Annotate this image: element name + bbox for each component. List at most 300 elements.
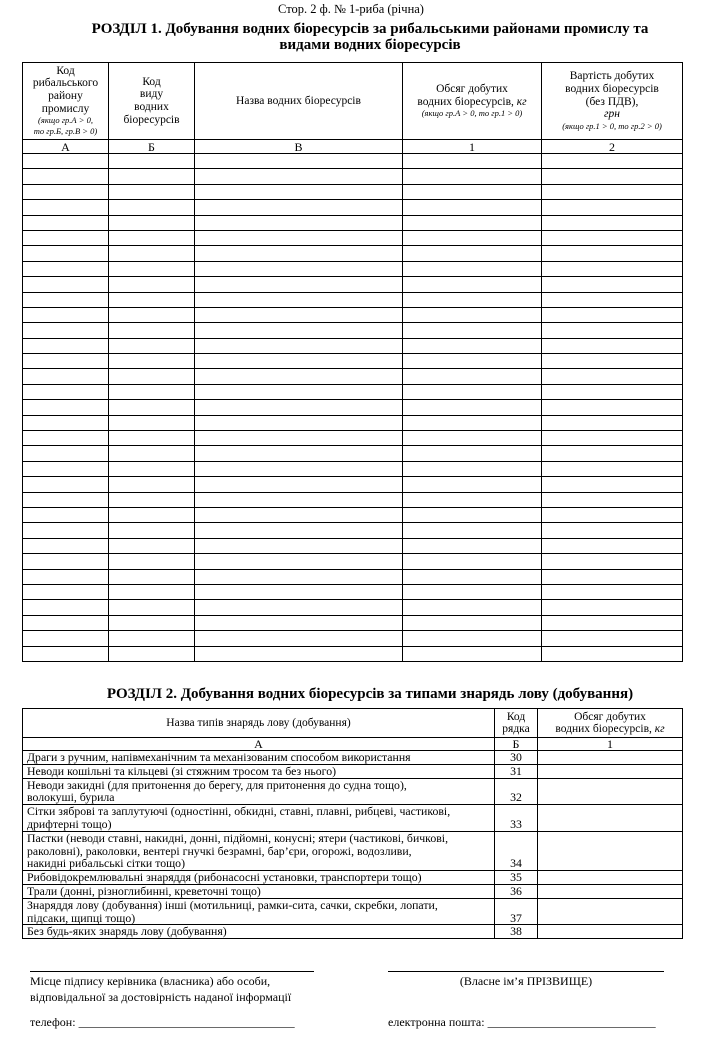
volume-input-cell[interactable] [538, 764, 683, 778]
input-cell[interactable] [23, 431, 109, 446]
gear-type-name [23, 898, 495, 925]
phone-field[interactable] [30, 1014, 295, 1030]
input-cell[interactable] [195, 523, 403, 538]
input-cell[interactable] [109, 400, 195, 415]
section2-row [23, 871, 683, 885]
header-text: промислу [41, 102, 90, 115]
gear-type-name [23, 871, 495, 885]
gear-type-name-line: Драги з ручним, напівмеханічним та механізованим способом використання [27, 750, 411, 764]
section2-row [23, 831, 683, 870]
row-code: 31 [495, 764, 538, 778]
section1-row [23, 246, 683, 261]
input-cell[interactable] [23, 600, 109, 615]
gear-type-name [23, 884, 495, 898]
section1-row [23, 600, 683, 615]
input-cell[interactable] [403, 169, 542, 184]
input-cell[interactable] [403, 230, 542, 245]
input-cell[interactable] [403, 600, 542, 615]
input-cell[interactable] [403, 538, 542, 553]
section1-row [23, 384, 683, 399]
input-cell[interactable] [403, 323, 542, 338]
unit-label: кг [516, 95, 527, 108]
section2-row [23, 751, 683, 765]
input-cell[interactable] [403, 554, 542, 569]
input-cell[interactable] [542, 554, 683, 569]
input-cell[interactable] [109, 584, 195, 599]
section1-row [23, 492, 683, 507]
gear-type-name [23, 751, 495, 765]
input-cell[interactable] [403, 492, 542, 507]
section1-title [60, 21, 680, 53]
input-cell[interactable] [542, 461, 683, 476]
row-code: 36 [495, 884, 538, 898]
input-cell[interactable] [403, 615, 542, 630]
input-cell[interactable] [542, 246, 683, 261]
input-cell[interactable] [109, 569, 195, 584]
header-resource-name: Назва водних біоресурсів [195, 63, 403, 140]
input-cell[interactable] [195, 507, 403, 522]
input-cell[interactable] [109, 384, 195, 399]
email-field[interactable] [388, 1014, 656, 1030]
input-cell[interactable] [542, 169, 683, 184]
volume-input-cell[interactable] [538, 884, 683, 898]
volume-input-cell[interactable] [538, 778, 683, 805]
input-cell[interactable] [23, 292, 109, 307]
section1-row [23, 277, 683, 292]
input-cell[interactable] [403, 338, 542, 353]
input-cell[interactable] [109, 631, 195, 646]
section1-row [23, 538, 683, 553]
input-cell[interactable] [542, 492, 683, 507]
section1-table [22, 62, 683, 662]
input-cell[interactable] [403, 354, 542, 369]
input-cell[interactable] [542, 569, 683, 584]
input-cell[interactable] [542, 507, 683, 522]
input-cell[interactable] [23, 369, 109, 384]
input-cell[interactable] [542, 538, 683, 553]
input-cell[interactable] [542, 184, 683, 199]
gear-type-name [23, 778, 495, 805]
input-cell[interactable] [403, 507, 542, 522]
header-note: (якщо гр.А > 0, то гр.1 > 0) [421, 108, 523, 119]
input-cell[interactable] [195, 307, 403, 322]
input-cell[interactable] [109, 431, 195, 446]
input-cell[interactable] [542, 400, 683, 415]
section1-row [23, 154, 683, 169]
input-cell[interactable] [542, 431, 683, 446]
input-cell[interactable] [542, 338, 683, 353]
header-text: водних біоресурсів, [417, 95, 517, 108]
input-cell[interactable] [23, 538, 109, 553]
row-code: 37 [495, 898, 538, 925]
input-cell[interactable] [195, 600, 403, 615]
input-cell[interactable] [109, 354, 195, 369]
gear-type-name-line: Знаряддя лову (добування) інші (мотильниці, рамки-сита, сачки, скребки, лопати, [27, 897, 438, 912]
section1-row [23, 477, 683, 492]
input-cell[interactable] [109, 492, 195, 507]
input-cell[interactable] [23, 277, 109, 292]
header-district-code [23, 63, 109, 140]
input-cell[interactable] [195, 169, 403, 184]
name-label: (Власне ім’я ПРІЗВИЩЕ) [459, 974, 593, 988]
section2-row [23, 764, 683, 778]
header-text: Код [506, 711, 526, 723]
gear-type-name-line: Без будь-яких знарядь лову (добування) [27, 924, 227, 939]
input-cell[interactable] [109, 461, 195, 476]
page-reference: Стор. 2 ф. № 1-риба (річна) [278, 2, 424, 16]
input-cell[interactable] [542, 292, 683, 307]
input-cell[interactable] [542, 523, 683, 538]
input-cell[interactable] [195, 338, 403, 353]
input-cell[interactable] [195, 261, 403, 276]
gear-type-name [23, 831, 495, 870]
input-cell[interactable] [23, 477, 109, 492]
input-cell[interactable] [403, 215, 542, 230]
input-cell[interactable] [109, 615, 195, 630]
input-cell[interactable] [109, 246, 195, 261]
input-cell[interactable] [109, 415, 195, 430]
input-cell[interactable] [542, 323, 683, 338]
phone-blank[interactable]: ____________________________________ [78, 1015, 295, 1029]
gear-type-name-line: дрифтерні тощо) [27, 816, 112, 831]
input-cell[interactable] [403, 646, 542, 661]
section1-header-row [23, 63, 683, 140]
row-code: 32 [495, 778, 538, 805]
input-cell[interactable] [542, 277, 683, 292]
input-cell[interactable] [403, 431, 542, 446]
section1-letters-row [23, 140, 683, 154]
input-cell[interactable] [195, 354, 403, 369]
input-cell[interactable] [109, 507, 195, 522]
input-cell[interactable] [23, 554, 109, 569]
gear-type-name-line: підсаки, щипці тощо) [27, 910, 136, 925]
header-gear-type: Назва типів знарядь лову (добування) [23, 709, 495, 738]
input-cell[interactable] [195, 477, 403, 492]
input-cell[interactable] [23, 184, 109, 199]
gear-type-name [23, 805, 495, 832]
input-cell[interactable] [195, 230, 403, 245]
input-cell[interactable] [109, 600, 195, 615]
section1-row [23, 446, 683, 461]
input-cell[interactable] [403, 200, 542, 215]
input-cell[interactable] [195, 646, 403, 661]
section1-row [23, 323, 683, 338]
column-letter: 1 [538, 738, 683, 751]
header-row-code [495, 709, 538, 738]
input-cell[interactable] [23, 230, 109, 245]
input-cell[interactable] [23, 631, 109, 646]
input-cell[interactable] [195, 384, 403, 399]
input-cell[interactable] [23, 246, 109, 261]
input-cell[interactable] [195, 584, 403, 599]
section1-row [23, 169, 683, 184]
header-text [403, 96, 541, 109]
input-cell[interactable] [109, 277, 195, 292]
input-cell[interactable] [195, 461, 403, 476]
input-cell[interactable] [109, 369, 195, 384]
section1-row [23, 261, 683, 276]
input-cell[interactable] [542, 354, 683, 369]
section2-title: РОЗДІЛ 2. Добування водних біоресурсів за типами знарядь лову (добування) [106, 686, 634, 702]
section1-row [23, 569, 683, 584]
input-cell[interactable] [23, 323, 109, 338]
input-cell[interactable] [542, 215, 683, 230]
input-cell[interactable] [403, 569, 542, 584]
input-cell[interactable] [23, 307, 109, 322]
input-cell[interactable] [403, 477, 542, 492]
input-cell[interactable] [195, 631, 403, 646]
gear-type-name-line: Неводи кошільні та кільцеві (зі стяжним тросом та без нього) [27, 763, 337, 778]
input-cell[interactable] [195, 415, 403, 430]
input-cell[interactable] [195, 200, 403, 215]
input-cell[interactable] [195, 184, 403, 199]
input-cell[interactable] [23, 615, 109, 630]
section1-row [23, 184, 683, 199]
input-cell[interactable] [195, 369, 403, 384]
input-cell[interactable] [542, 631, 683, 646]
input-cell[interactable] [542, 615, 683, 630]
section1-row [23, 215, 683, 230]
header-volume [538, 709, 683, 738]
input-cell[interactable] [109, 523, 195, 538]
input-cell[interactable] [195, 246, 403, 261]
input-cell[interactable] [23, 354, 109, 369]
header-species-code [109, 63, 195, 140]
volume-input-cell[interactable] [538, 805, 683, 832]
email-label: електронна пошта: [388, 1015, 488, 1029]
header-text: Обсяг добутих [574, 711, 646, 723]
section1-row [23, 431, 683, 446]
input-cell[interactable] [23, 400, 109, 415]
column-letter: 1 [403, 140, 542, 154]
section1-row [23, 615, 683, 630]
column-letter: А [23, 140, 109, 154]
gear-type-name-line: накидні рибальські сітки тощо) [27, 856, 186, 871]
section1-row [23, 230, 683, 245]
section1-row [23, 523, 683, 538]
input-cell[interactable] [403, 246, 542, 261]
input-cell[interactable] [403, 384, 542, 399]
column-letter: Б [495, 738, 538, 751]
input-cell[interactable] [23, 215, 109, 230]
header-text: району [48, 90, 83, 102]
section1-row [23, 507, 683, 522]
input-cell[interactable] [23, 507, 109, 522]
signature-label-line1: Місце підпису керівника (власника) або особи, [30, 974, 271, 988]
gear-type-name-line: Рибовідокремлювальні знаряддя (рибонасосні установки, транспортери тощо) [27, 870, 422, 885]
input-cell[interactable] [109, 538, 195, 553]
input-cell[interactable] [542, 477, 683, 492]
input-cell[interactable] [23, 492, 109, 507]
row-code: 38 [495, 925, 538, 939]
input-cell[interactable] [109, 338, 195, 353]
volume-input-cell[interactable] [538, 871, 683, 885]
input-cell[interactable] [109, 261, 195, 276]
volume-input-cell[interactable] [538, 751, 683, 765]
input-cell[interactable] [109, 215, 195, 230]
section2-row [23, 778, 683, 805]
input-cell[interactable] [23, 569, 109, 584]
input-cell[interactable] [109, 477, 195, 492]
input-cell[interactable] [23, 461, 109, 476]
section2-row [23, 898, 683, 925]
input-cell[interactable] [109, 154, 195, 169]
input-cell[interactable] [542, 600, 683, 615]
input-cell[interactable] [195, 154, 403, 169]
input-cell[interactable] [403, 584, 542, 599]
section2-letters-row [23, 738, 683, 751]
input-cell[interactable] [23, 338, 109, 353]
input-cell[interactable] [542, 384, 683, 399]
signature-line[interactable] [30, 971, 314, 972]
input-cell[interactable] [403, 631, 542, 646]
section2-table [22, 708, 683, 939]
input-cell[interactable] [109, 292, 195, 307]
input-cell[interactable] [195, 554, 403, 569]
signature-label-line2: відповідальної за достовірність наданої інформації [30, 990, 292, 1004]
input-cell[interactable] [195, 400, 403, 415]
input-cell[interactable] [195, 446, 403, 461]
phone-label: телефон: [30, 1015, 79, 1029]
input-cell[interactable] [403, 154, 542, 169]
row-code: 33 [495, 805, 538, 832]
input-cell[interactable] [23, 200, 109, 215]
header-text: (без ПДВ), [585, 95, 639, 108]
header-volume [403, 63, 542, 140]
gear-type-name-line: Пастки (неводи ставні, накидні, донні, підйомні, конусні; ятери (частикові, бичкові, [27, 830, 449, 845]
input-cell[interactable] [403, 184, 542, 199]
header-text: Код [142, 75, 161, 88]
input-cell[interactable] [23, 154, 109, 169]
name-line[interactable] [388, 971, 664, 972]
volume-input-cell[interactable] [538, 925, 683, 939]
input-cell[interactable] [23, 415, 109, 430]
section1-row [23, 461, 683, 476]
input-cell[interactable] [23, 584, 109, 599]
input-cell[interactable] [195, 323, 403, 338]
signature-label [30, 973, 291, 1005]
column-letter: В [195, 140, 403, 154]
header-text: водних біоресурсів [565, 82, 659, 95]
input-cell[interactable] [195, 277, 403, 292]
input-cell[interactable] [403, 292, 542, 307]
input-cell[interactable] [403, 277, 542, 292]
input-cell[interactable] [195, 292, 403, 307]
input-cell[interactable] [109, 230, 195, 245]
input-cell[interactable] [403, 261, 542, 276]
input-cell[interactable] [109, 554, 195, 569]
volume-input-cell[interactable] [538, 831, 683, 870]
section2-row [23, 925, 683, 939]
gear-type-name-line: раколовні), раколовки, вентері гнучкі безрамні, бар’єри, огорожі, водозливи, [27, 843, 412, 858]
gear-type-name-line: волокуші, бурила [27, 790, 115, 805]
header-text: біоресурсів [123, 113, 180, 126]
section1-title-line2: видами водних біоресурсів [279, 37, 461, 53]
input-cell[interactable] [195, 215, 403, 230]
header-text: Вартість добутих [569, 70, 655, 83]
input-cell[interactable] [403, 307, 542, 322]
input-cell[interactable] [109, 169, 195, 184]
input-cell[interactable] [195, 615, 403, 630]
input-cell[interactable] [403, 461, 542, 476]
input-cell[interactable] [542, 446, 683, 461]
input-cell[interactable] [542, 307, 683, 322]
section1-row [23, 646, 683, 661]
unit-label: кг [654, 723, 665, 735]
section2-header-row [23, 709, 683, 738]
gear-type-name-line: Трали (донні, різноглибинні, креветочні тощо) [27, 883, 261, 898]
input-cell[interactable] [109, 323, 195, 338]
input-cell[interactable] [23, 523, 109, 538]
input-cell[interactable] [109, 646, 195, 661]
input-cell[interactable] [542, 261, 683, 276]
input-cell[interactable] [195, 538, 403, 553]
column-letter: 2 [542, 140, 683, 154]
input-cell[interactable] [542, 584, 683, 599]
input-cell[interactable] [403, 400, 542, 415]
input-cell[interactable] [23, 261, 109, 276]
gear-type-name-line: Сітки зяброві та заплутуючі (одностінні, обкидні, ставні, плавні, рибцеві, частикові, [27, 804, 451, 819]
header-text: водних біоресурсів, [555, 723, 655, 735]
input-cell[interactable] [403, 523, 542, 538]
section2-body [23, 751, 683, 939]
input-cell[interactable] [23, 384, 109, 399]
input-cell[interactable] [542, 230, 683, 245]
email-blank[interactable]: ____________________________ [487, 1015, 656, 1029]
section1-row [23, 354, 683, 369]
gear-type-name [23, 925, 495, 939]
input-cell[interactable] [542, 415, 683, 430]
input-cell[interactable] [109, 184, 195, 199]
input-cell[interactable] [195, 492, 403, 507]
gear-type-name-line: Неводи закидні (для притонення до берегу, для притонення до судна тощо), [27, 777, 407, 792]
section2-row [23, 805, 683, 832]
input-cell[interactable] [109, 446, 195, 461]
header-text [538, 723, 682, 735]
input-cell[interactable] [403, 446, 542, 461]
input-cell[interactable] [542, 154, 683, 169]
input-cell[interactable] [23, 169, 109, 184]
unit-label: грн [604, 108, 620, 121]
section1-row [23, 584, 683, 599]
input-cell[interactable] [542, 200, 683, 215]
input-cell[interactable] [23, 646, 109, 661]
section1-row [23, 400, 683, 415]
input-cell[interactable] [195, 569, 403, 584]
header-text: Обсяг добутих [436, 82, 508, 95]
section1-row [23, 631, 683, 646]
volume-input-cell[interactable] [538, 898, 683, 925]
header-note: (якщо гр.1 > 0, то гр.2 > 0) [562, 120, 662, 131]
row-code: 34 [495, 831, 538, 870]
section1-row [23, 200, 683, 215]
gear-type-name [23, 764, 495, 778]
input-cell[interactable] [109, 200, 195, 215]
input-cell[interactable] [403, 415, 542, 430]
input-cell[interactable] [195, 431, 403, 446]
input-cell[interactable] [109, 307, 195, 322]
section2-row [23, 884, 683, 898]
header-text: водних [134, 101, 169, 113]
input-cell[interactable] [23, 446, 109, 461]
column-letter: Б [109, 140, 195, 154]
header-text: Код [56, 64, 75, 77]
input-cell[interactable] [542, 646, 683, 661]
header-note: то гр.Б, гр.В > 0) [33, 126, 98, 137]
header-text: рибальського [32, 77, 99, 90]
input-cell[interactable] [403, 369, 542, 384]
input-cell[interactable] [542, 369, 683, 384]
